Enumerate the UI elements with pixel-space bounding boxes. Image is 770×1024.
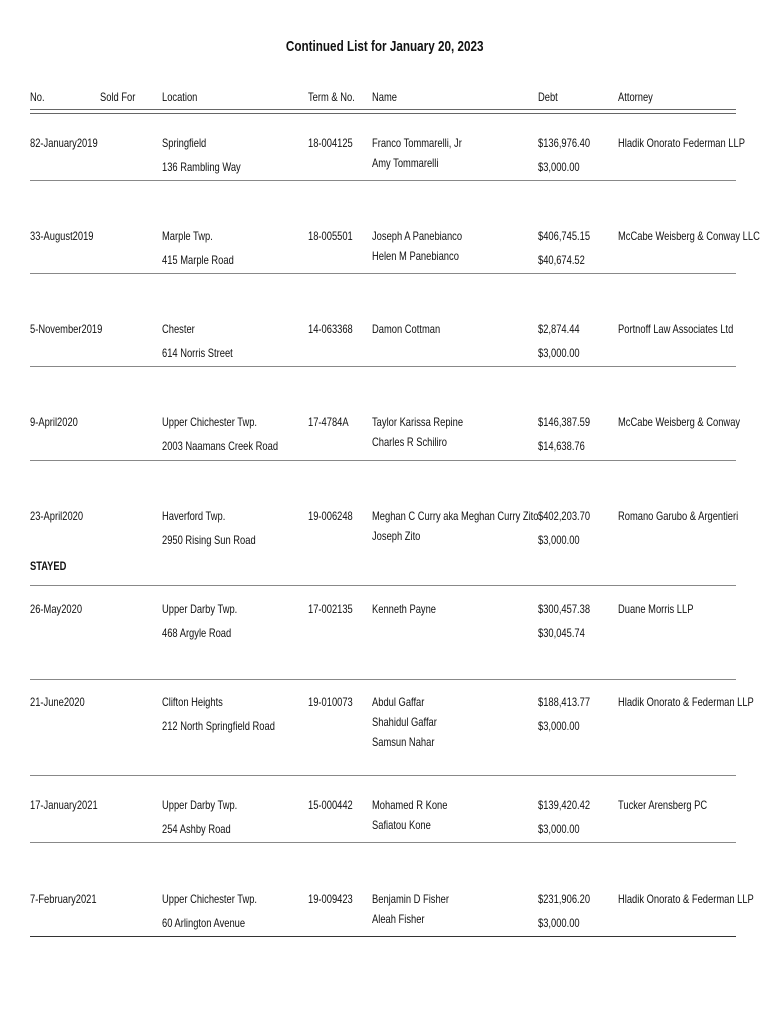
row-names-line: Aleah Fisher bbox=[372, 912, 425, 926]
row-location-line: Haverford Twp. bbox=[162, 509, 226, 523]
row-term-number-line: 17-002135 bbox=[308, 602, 353, 616]
row-term-number bbox=[308, 227, 365, 248]
row-number bbox=[30, 693, 100, 714]
row-term-number bbox=[308, 320, 365, 341]
row-number-line: 21-June2020 bbox=[30, 695, 85, 709]
row-debt-line: $402,203.70 bbox=[538, 509, 591, 523]
row-names-line: Joseph Zito bbox=[372, 529, 421, 543]
row-attorney-line: Romano Garubo & Argentieri bbox=[618, 509, 739, 523]
row-names bbox=[372, 600, 454, 620]
row-attorney-line: McCabe Weisberg & Conway bbox=[618, 415, 741, 429]
row-term-number-line: 15-000442 bbox=[308, 798, 353, 812]
row-term-number-line: 19-010073 bbox=[308, 695, 353, 709]
header-name: Name bbox=[372, 90, 397, 104]
row-attorney bbox=[618, 413, 770, 434]
row-debt-line: $231,906.20 bbox=[538, 892, 591, 906]
row-location-line: Upper Chichester Twp. bbox=[162, 892, 258, 906]
row-term-number-line: 19-006248 bbox=[308, 509, 353, 523]
row-attorney-line: Hladik Onorato & Federman LLP bbox=[618, 892, 754, 906]
row-number-line: 7-February2021 bbox=[30, 892, 97, 906]
row-location bbox=[162, 227, 254, 275]
row-location-line: 468 Argyle Road bbox=[162, 626, 232, 640]
row-debt-line: $2,874.44 bbox=[538, 322, 580, 336]
row-debt bbox=[538, 134, 605, 182]
row-term-number-line: 19-009423 bbox=[308, 892, 353, 906]
row-debt-line: $3,000.00 bbox=[538, 916, 580, 930]
row-debt-line: $406,745.15 bbox=[538, 229, 591, 243]
row-number bbox=[30, 796, 117, 817]
row-attorney-line: Portnoff Law Associates Ltd bbox=[618, 322, 734, 336]
row-location bbox=[162, 890, 284, 938]
row-attorney bbox=[618, 507, 770, 528]
row-names bbox=[372, 134, 487, 174]
row-attorney-line: Tucker Arensberg PC bbox=[618, 798, 708, 812]
row-location-line: Springfield bbox=[162, 136, 207, 150]
row-debt bbox=[538, 600, 605, 648]
row-debt-line: $3,000.00 bbox=[538, 160, 580, 174]
header-divider bbox=[30, 109, 736, 110]
row-location-line: 60 Arlington Avenue bbox=[162, 916, 246, 930]
row-attorney bbox=[618, 227, 770, 248]
row-attorney-line: Hladik Onorato & Federman LLP bbox=[618, 695, 754, 709]
row-names-line: Shahidul Gaffar bbox=[372, 715, 437, 729]
row-debt-line: $3,000.00 bbox=[538, 346, 580, 360]
row-debt-line: $30,045.74 bbox=[538, 626, 585, 640]
header-term-no: Term & No. bbox=[308, 90, 355, 104]
row-term-number-line: 17-4784A bbox=[308, 415, 349, 429]
row-location-line: Chester bbox=[162, 322, 195, 336]
row-number-line: 26-May2020 bbox=[30, 602, 83, 616]
row-number bbox=[30, 507, 98, 528]
row-location bbox=[162, 134, 263, 182]
row-names-line: Kenneth Payne bbox=[372, 602, 437, 616]
row-location-line: Upper Darby Twp. bbox=[162, 602, 238, 616]
row-location-line: Upper Chichester Twp. bbox=[162, 415, 258, 429]
row-location-line: 136 Rambling Way bbox=[162, 160, 241, 174]
row-location-line: 614 Norris Street bbox=[162, 346, 233, 360]
row-number-line: 17-January2021 bbox=[30, 798, 98, 812]
row-location bbox=[162, 796, 259, 844]
row-names-line: Charles R Schiliro bbox=[372, 435, 447, 449]
row-divider bbox=[30, 842, 736, 843]
row-attorney-line: Duane Morris LLP bbox=[618, 602, 694, 616]
row-attorney bbox=[618, 134, 770, 155]
row-location-line: 2003 Naamans Creek Road bbox=[162, 439, 279, 453]
row-debt bbox=[538, 320, 591, 368]
row-names bbox=[372, 890, 471, 930]
row-names-line: Abdul Gaffar bbox=[372, 695, 425, 709]
row-number-line: 5-November2019 bbox=[30, 322, 103, 336]
row-term-number-line: 14-063368 bbox=[308, 322, 353, 336]
header-divider bbox=[30, 113, 736, 114]
row-debt-line: $3,000.00 bbox=[538, 533, 580, 547]
row-debt-line: $3,000.00 bbox=[538, 719, 580, 733]
row-term-number-line: 18-004125 bbox=[308, 136, 353, 150]
header-debt: Debt bbox=[538, 90, 558, 104]
row-location-line: Marple Twp. bbox=[162, 229, 213, 243]
row-attorney-line: Hladik Onorato Federman LLP bbox=[618, 136, 745, 150]
row-location bbox=[162, 320, 253, 368]
row-term-number bbox=[308, 413, 360, 434]
row-debt bbox=[538, 413, 605, 461]
row-attorney bbox=[618, 693, 770, 714]
row-names bbox=[372, 320, 459, 340]
row-location bbox=[162, 693, 307, 741]
row-number-line: 82-January2019 bbox=[30, 136, 98, 150]
row-debt-line: $136,976.40 bbox=[538, 136, 591, 150]
row-attorney bbox=[618, 320, 766, 341]
row-names bbox=[372, 796, 469, 836]
row-debt bbox=[538, 507, 605, 555]
row-debt-line: $14,638.76 bbox=[538, 439, 585, 453]
row-location bbox=[162, 507, 282, 555]
row-divider bbox=[30, 180, 736, 181]
row-names-line: Samsun Nahar bbox=[372, 735, 435, 749]
row-divider bbox=[30, 585, 736, 586]
row-attorney bbox=[618, 890, 770, 911]
row-number bbox=[30, 890, 115, 911]
row-location-line: 415 Marple Road bbox=[162, 253, 234, 267]
row-number bbox=[30, 320, 123, 341]
row-names-line: Amy Tommarelli bbox=[372, 156, 439, 170]
row-names bbox=[372, 693, 455, 753]
row-location-line: 254 Ashby Road bbox=[162, 822, 231, 836]
header-no: No. bbox=[30, 90, 45, 104]
row-number bbox=[30, 227, 111, 248]
row-term-number bbox=[308, 600, 365, 621]
header-sold-for: Sold For bbox=[100, 90, 136, 104]
row-term-number bbox=[308, 693, 365, 714]
row-names-line: Benjamin D Fisher bbox=[372, 892, 449, 906]
row-divider bbox=[30, 679, 736, 680]
row-number bbox=[30, 413, 91, 434]
row-names-line: Mohamed R Kone bbox=[372, 798, 448, 812]
row-names-line: Safiatou Kone bbox=[372, 818, 431, 832]
row-location-line: 2950 Rising Sun Road bbox=[162, 533, 256, 547]
row-debt bbox=[538, 227, 605, 275]
row-debt-line: $146,387.59 bbox=[538, 415, 591, 429]
row-names-line: Damon Cottman bbox=[372, 322, 441, 336]
stayed-label: STAYED bbox=[30, 559, 67, 573]
row-names-line: Taylor Karissa Repine bbox=[372, 415, 464, 429]
row-divider bbox=[30, 936, 736, 937]
row-attorney bbox=[618, 600, 715, 621]
row-names bbox=[372, 227, 487, 267]
row-term-number bbox=[308, 134, 365, 155]
row-debt bbox=[538, 796, 605, 844]
row-number bbox=[30, 600, 97, 621]
row-divider bbox=[30, 775, 736, 776]
row-term-number bbox=[308, 796, 365, 817]
row-debt-line: $139,420.42 bbox=[538, 798, 591, 812]
row-debt-line: $40,674.52 bbox=[538, 253, 585, 267]
row-names-line: Franco Tommarelli, Jr bbox=[372, 136, 462, 150]
header-location: Location bbox=[162, 90, 198, 104]
row-names-line: Joseph A Panebianco bbox=[372, 229, 463, 243]
row-attorney bbox=[618, 796, 732, 817]
row-attorney-line: McCabe Weisberg & Conway LLC bbox=[618, 229, 760, 243]
row-location bbox=[162, 600, 259, 648]
row-number-line: 33-August2019 bbox=[30, 229, 94, 243]
row-term-number bbox=[308, 890, 365, 911]
row-divider bbox=[30, 460, 736, 461]
row-location-line: 212 North Springfield Road bbox=[162, 719, 275, 733]
row-number-line: 9-April2020 bbox=[30, 415, 78, 429]
row-names bbox=[372, 413, 489, 453]
page-title: Continued List for January 20, 2023 bbox=[286, 38, 484, 55]
row-term-number-line: 18-005501 bbox=[308, 229, 353, 243]
row-location-line: Clifton Heights bbox=[162, 695, 223, 709]
row-number bbox=[30, 134, 117, 155]
row-debt bbox=[538, 693, 605, 741]
row-names-line: Helen M Panebianco bbox=[372, 249, 459, 263]
row-debt-line: $300,457.38 bbox=[538, 602, 591, 616]
row-names-line: Meghan C Curry aka Meghan Curry Zito bbox=[372, 509, 539, 523]
row-debt bbox=[538, 890, 605, 938]
row-debt-line: $188,413.77 bbox=[538, 695, 591, 709]
row-divider bbox=[30, 273, 736, 274]
row-location-line: Upper Darby Twp. bbox=[162, 798, 238, 812]
row-location bbox=[162, 413, 311, 461]
row-number-line: 23-April2020 bbox=[30, 509, 84, 523]
row-term-number bbox=[308, 507, 365, 528]
row-divider bbox=[30, 366, 736, 367]
header-attorney: Attorney bbox=[618, 90, 653, 104]
row-debt-line: $3,000.00 bbox=[538, 822, 580, 836]
